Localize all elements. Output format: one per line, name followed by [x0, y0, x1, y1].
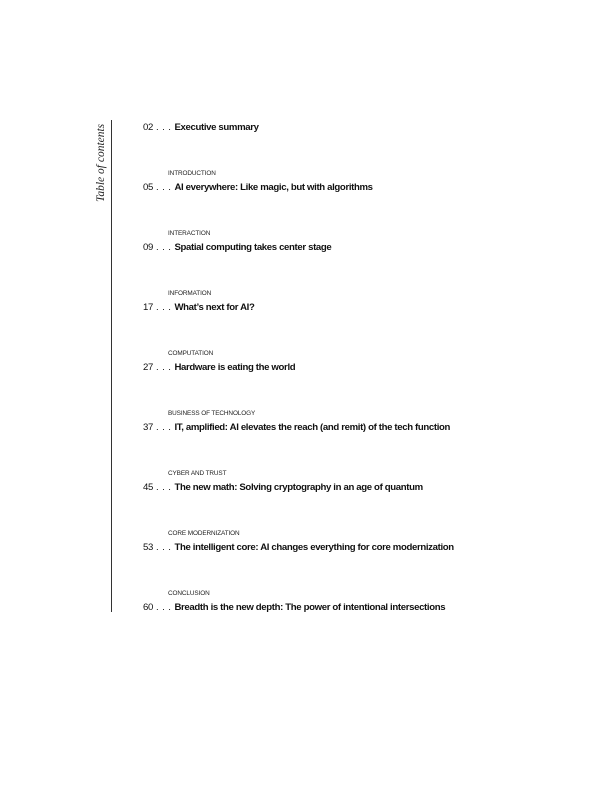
entry-title[interactable]: Hardware is eating the world — [174, 362, 296, 373]
leader-dots: . . . — [152, 482, 175, 493]
entry-title[interactable]: Spatial computing takes center stage — [174, 242, 332, 253]
toc-entry-information[interactable] — [143, 290, 583, 314]
page-number: 53 — [143, 542, 153, 553]
leader-dots: . . . — [152, 122, 175, 133]
section-label: COMPUTATION — [168, 350, 214, 357]
toc-entry-cyber-and-trust[interactable] — [143, 470, 583, 494]
toc-entry-line[interactable] — [143, 182, 583, 194]
entry-title[interactable]: Breadth is the new depth: The power of intentional intersections — [174, 602, 446, 613]
side-title: Table of contents — [95, 123, 107, 202]
leader-dots: . . . — [152, 362, 175, 373]
entry-title[interactable]: The new math: Solving cryptography in an age of quantum — [174, 482, 423, 493]
section-label: CONCLUSION — [168, 590, 210, 597]
toc-entry-line[interactable] — [143, 362, 583, 374]
section-label: INTERACTION — [168, 230, 211, 237]
leader-dots: . . . — [152, 302, 175, 313]
page-number: 02 — [143, 122, 153, 133]
toc-entry-interaction[interactable] — [143, 230, 583, 254]
leader-dots: . . . — [152, 602, 175, 613]
entry-title[interactable]: AI everywhere: Like magic, but with algorithms — [174, 182, 373, 193]
toc-entry-line[interactable] — [143, 302, 583, 314]
leader-dots: . . . — [152, 182, 175, 193]
toc-entry-line[interactable] — [143, 482, 583, 494]
entry-title[interactable]: IT, amplified: AI elevates the reach (and remit) of the tech function — [174, 422, 451, 433]
toc-entry-introduction[interactable] — [143, 170, 583, 194]
page-number: 05 — [143, 182, 153, 193]
vertical-divider — [111, 120, 112, 612]
page-number: 09 — [143, 242, 153, 253]
toc-entry-line[interactable] — [143, 602, 583, 614]
leader-dots: . . . — [152, 542, 175, 553]
toc-entry-line[interactable] — [143, 422, 583, 434]
section-label: INTRODUCTION — [168, 170, 216, 177]
page-number: 17 — [143, 302, 153, 313]
entry-title[interactable]: What’s next for AI? — [174, 302, 255, 313]
section-label: INFORMATION — [168, 290, 212, 297]
toc-entry-conclusion[interactable] — [143, 590, 583, 614]
toc-entry-core-modernization[interactable] — [143, 530, 583, 554]
toc-entry-business-of-technology[interactable] — [143, 410, 583, 434]
page-number: 37 — [143, 422, 153, 433]
toc-entry-executive-summary[interactable] — [143, 122, 583, 134]
section-label: BUSINESS OF TECHNOLOGY — [168, 410, 256, 417]
toc-entry-line[interactable] — [143, 242, 583, 254]
section-label: CYBER AND TRUST — [168, 470, 227, 477]
section-label: CORE MODERNIZATION — [168, 530, 240, 537]
toc-entry-line[interactable] — [143, 122, 583, 134]
leader-dots: . . . — [152, 422, 175, 433]
page-number: 27 — [143, 362, 153, 373]
entry-title[interactable]: Executive summary — [174, 122, 259, 133]
page-number: 60 — [143, 602, 153, 613]
toc-entry-line[interactable] — [143, 542, 583, 554]
entry-title[interactable]: The intelligent core: AI changes everything for core modernization — [174, 542, 454, 553]
toc-entry-computation[interactable] — [143, 350, 583, 374]
page-number: 45 — [143, 482, 153, 493]
leader-dots: . . . — [152, 242, 175, 253]
